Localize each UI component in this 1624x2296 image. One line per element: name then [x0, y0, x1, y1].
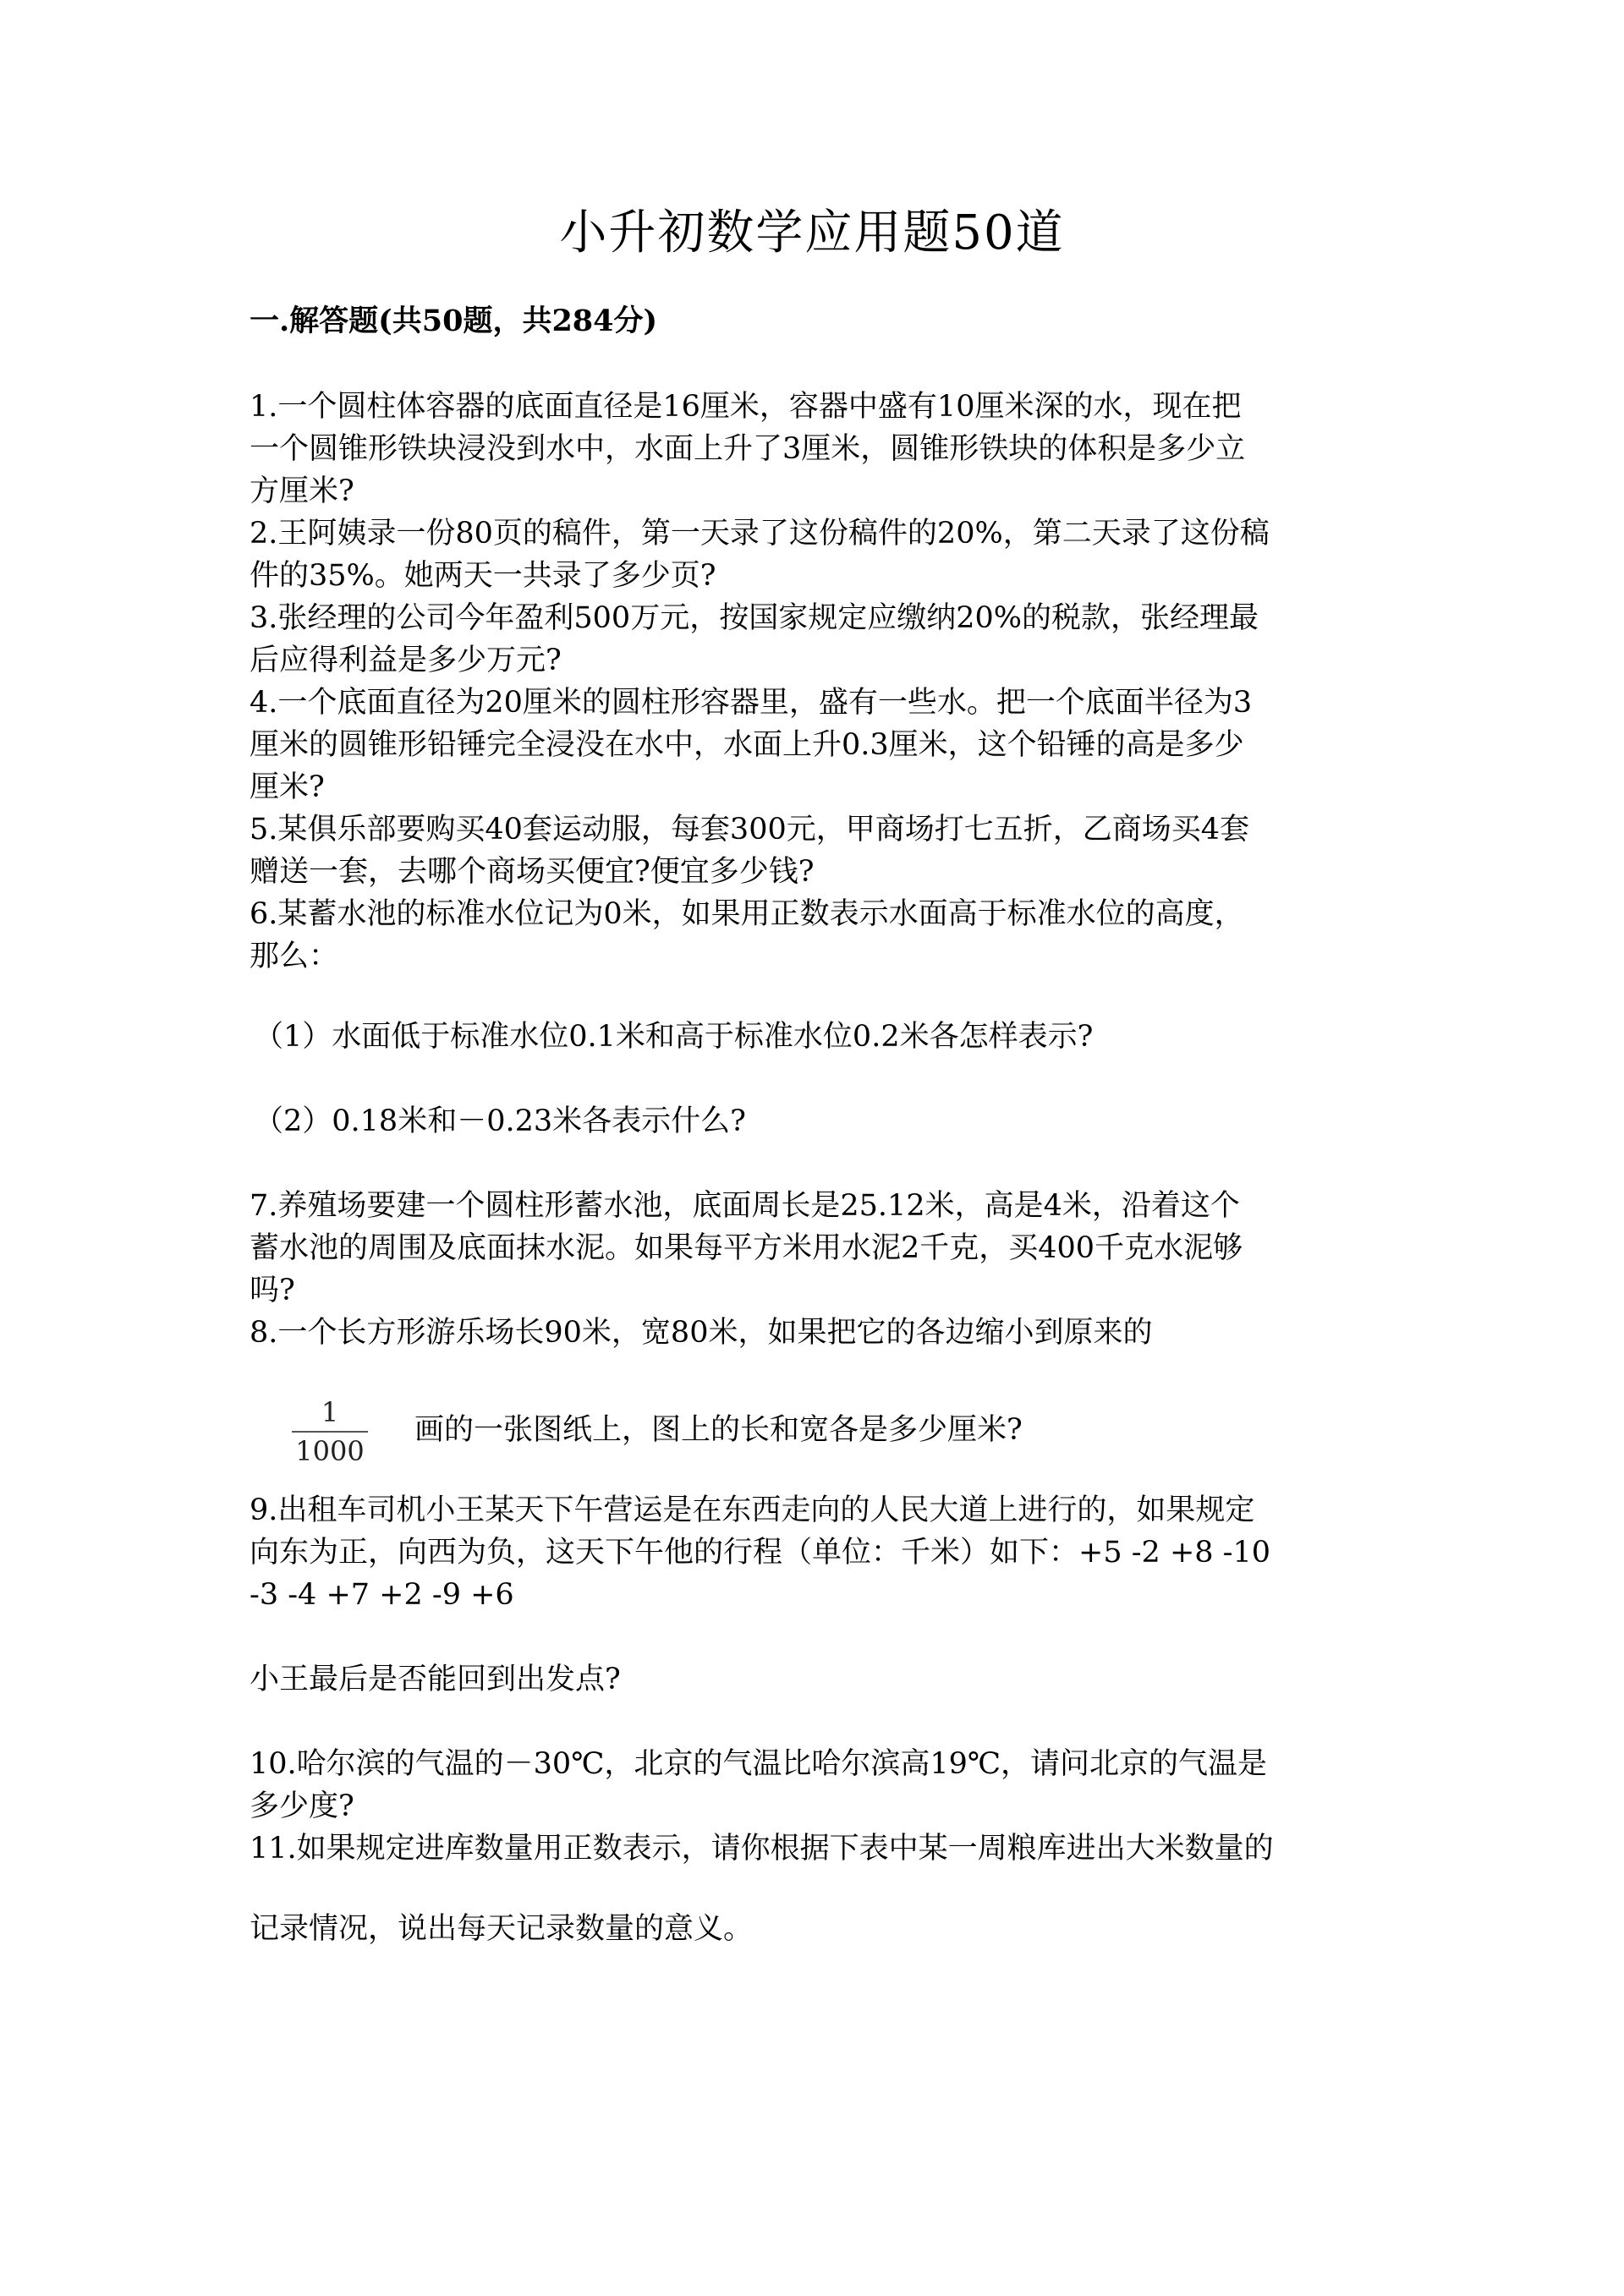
fraction-denominator: 1000 [295, 1435, 365, 1467]
question-6-part-1: （1）水面低于标准水位0.1米和高于标准水位0.2米各怎样表示? [254, 1020, 1094, 1054]
question-4-line-2: 厘米的圆锥形铅锤完全浸没在水中，水面上升0.3厘米，这个铅锤的高是多少 [250, 728, 1244, 762]
question-8-line-1: 8.一个长方形游乐场长90米，宽80米，如果把它的各边缩小到原来的 [250, 1316, 1153, 1350]
fraction-numerator: 1 [321, 1396, 339, 1428]
question-6-line-1: 6.某蓄水池的标准水位记为0米，如果用正数表示水面高于标准水位的高度， [250, 897, 1244, 931]
question-1-line-3: 方厘米? [250, 474, 354, 508]
question-4-line-1: 4.一个底面直径为20厘米的圆柱形容器里，盛有一些水。把一个底面半径为3 [250, 686, 1253, 720]
question-2-line-1: 2.王阿姨录一份80页的稿件，第一天录了这份稿件的20%，第二天录了这份稿 [250, 517, 1270, 551]
question-5-line-2: 赠送一套，去哪个商场买便宜?便宜多少钱? [250, 855, 815, 889]
question-10-line-2: 多少度? [250, 1789, 354, 1823]
question-6-part-2: （2）0.18米和－0.23米各表示什么? [254, 1104, 746, 1138]
document-title: 小升初数学应用题50道 [559, 205, 1065, 260]
question-9-line-1: 9.出租车司机小王某天下午营运是在东西走向的人民大道上进行的，如果规定 [250, 1493, 1255, 1527]
question-11-line-1: 11.如果规定进库数量用正数表示，请你根据下表中某一周粮库进出大米数量的 [250, 1832, 1274, 1866]
question-2-line-2: 件的35%。她两天一共录了多少页? [250, 559, 716, 593]
question-3-line-2: 后应得利益是多少万元? [250, 644, 562, 677]
question-6-line-2: 那么： [250, 940, 339, 973]
question-4-line-3: 厘米? [250, 770, 325, 804]
question-1-line-2: 一个圆锥形铁块浸没到水中，水面上升了3厘米，圆锥形铁块的体积是多少立 [250, 432, 1246, 466]
question-7-line-1: 7.养殖场要建一个圆柱形蓄水池，底面周长是25.12米，高是4米，沿着这个 [250, 1189, 1240, 1223]
question-7-line-2: 蓄水池的周围及底面抹水泥。如果每平方米用水泥2千克，买400千克水泥够 [250, 1231, 1243, 1265]
question-7-line-3: 吗? [250, 1274, 295, 1307]
question-1-line-1: 1.一个圆柱体容器的底面直径是16厘米，容器中盛有10厘米深的水，现在把 [250, 390, 1242, 424]
question-11-line-2: 记录情况，说出每天记录数量的意义。 [250, 1912, 754, 1946]
question-9-line-2: 向东为正，向西为负，这天下午他的行程（单位：千米）如下：+5 -2 +8 -10 [250, 1536, 1271, 1570]
question-10-line-1: 10.哈尔滨的气温的－30℃，北京的气温比哈尔滨高19℃，请问北京的气温是 [250, 1747, 1268, 1781]
question-9-prompt: 小王最后是否能回到出发点? [250, 1663, 621, 1696]
question-8-line-2: 画的一张图纸上，图上的长和宽各是多少厘米? [414, 1413, 1023, 1447]
fraction-one-thousandth [292, 1395, 368, 1468]
question-5-line-1: 5.某俱乐部要购买40套运动服，每套300元，甲商场打七五折，乙商场买4套 [250, 813, 1250, 847]
question-9-line-3: -3 -4 +7 +2 -9 +6 [250, 1578, 514, 1612]
question-3-line-1: 3.张经理的公司今年盈利500万元，按国家规定应缴纳20%的税款，张经理最 [250, 601, 1259, 635]
section-header: 一.解答题(共50题，共284分) [250, 304, 658, 338]
fraction-bar [292, 1431, 368, 1433]
